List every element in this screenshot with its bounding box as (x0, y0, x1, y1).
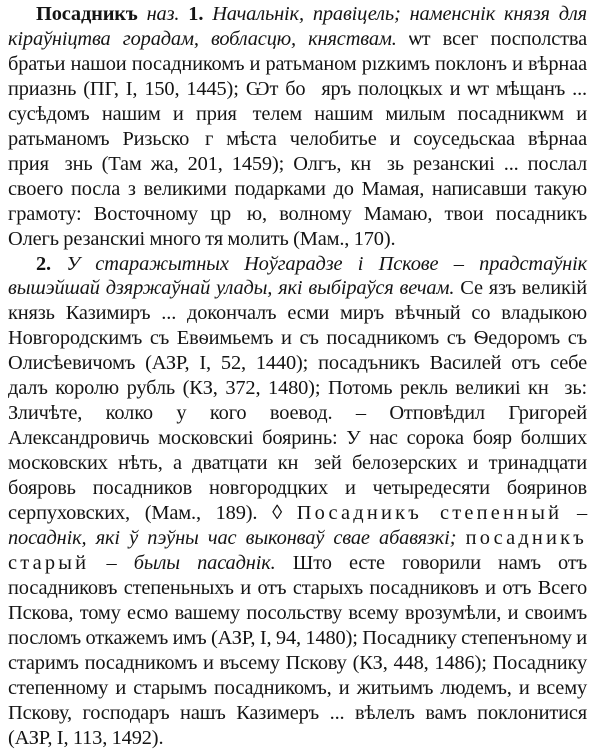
citation: (АЗР, І, 52, 1440); (145, 352, 309, 375)
quotation: Ѡт бо꙯яръ полоцкых и ѡт мѣщанъ ... сусѣдомъ нашим и прия꙯телем нашим милым посадникѡм и ратьманомъ Ризьско꙯г мѣста челобитье и соуседьскаа вѣрнаа прия꙯знь (8, 77, 588, 175)
citation: (Там жа, 201, 1459); (101, 152, 285, 175)
quotation: Посаднику степенному и старымъ посадникомъ, и житьимъ людемъ, и всему Пскову, господаръ нашъ Казимеръ ... вѣлелъ вамъ поклонитися (8, 651, 588, 724)
citation: (КЗ, 372, 1480); (182, 377, 321, 400)
phrase-headword: Посадникъ степенный (296, 502, 563, 525)
citation: (Мам., 189). (144, 502, 258, 525)
quotation: Олгъ, кн꙯зь резанскиі ... послал своего посла з великими подарками до Мамая, написавши такую грамоту: Восточному цр꙯ю, волному Мамаю, твои посадникъ Олегь резанскиі много тя молить (8, 152, 588, 250)
citation: (КЗ, 448, 1486); (352, 651, 487, 674)
citation: (Мам., 170). (293, 227, 396, 250)
part-of-speech: наз. (146, 3, 180, 25)
phrase-marker: ◊ (272, 502, 282, 525)
sense-definition: У старажытных Ноўгарадзе і Пскове – прадстаўнік вышэйшай дзяржаўнай улады, які выбіраўся вечам. (8, 252, 587, 300)
entry-sense-1 (8, 2, 587, 252)
sense-number: 2. (36, 252, 51, 275)
entry-sense-2: 2. У старажытных Ноўгарадзе і Пскове – прадстаўнік вышэйшай дзяржаўнай улады, які выбіраўся вечам. Се язъ великій князь Казимиръ ... докончалъ есми миръ вѣчный со владыкою Новгородскимъ съ Евѳимьемъ и съ посадникомъ съ Ѳедоромъ съ Олисѣевичомъ (АЗР, І, 52, 1440); посадъникъ Василей отъ себе далъ королю рубль (КЗ, 372, 1480); Потомь рекль великиі кн꙯зь: Зличѣте, колко у кого воевод. – Отповѣдил Григорей Александровичь московскиі бояринь: У нас сорока бояр болших московских нѣть, а дватцати кн꙯зей белозерских и тринадцати бояровь посадников новгородцких и четыредесяти бояринов серпуховских, (Мам., 189). ◊ Посадникъ степенный – посаднік, які ў пэўны час выконваў свае абавязкі; посадникъ старый – былы пасаднік. Што есте говорили намъ отъ посадниковъ степеньныхъ и отъ старыхъ посадниковъ и отъ Всего Пскова, тому есмо вашему посольству всему врозумѣли, и своимъ посломъ откажемъ имъ (АЗР, І, 94, 1480); Посаднику степенъному и старимъ посадникомъ и въсему Пскову (КЗ, 448, 1486); Посаднику степенному и старымъ посадникомъ, и житьимъ людемъ, и всему Пскову, господаръ нашъ Казимеръ ... вѣлелъ вамъ поклонитися (АЗР, І, 113, 1492). (8, 252, 588, 749)
quotation: Се язъ великій князь Казимиръ ... докончалъ есми миръ вѣчный со владыкою Новгородскимъ съ Евѳимьемъ и съ посадникомъ съ Ѳедоромъ съ Олисѣевичомъ (8, 277, 587, 375)
phrase-definition: посаднік, які ў пэўны час выконваў свае абавязкі; (8, 527, 457, 550)
headword: Посадникъ (36, 3, 138, 25)
quotation: Што есте говорили намъ отъ посадниковъ степеньныхъ и отъ старыхъ посадниковъ и отъ Всего Пскова, тому есмо вашему посольству всему врозумѣли, и своимъ посломъ откажемъ имъ (8, 551, 587, 649)
quotation: Потомь рекль великиі кн꙯зь: Зличѣте, колко у кого воевод. – Отповѣдил Григорей Александровичь московскиі бояринь: У нас сорока бояр болших московских нѣть, а дватцати кн꙯зей белозерских и тринадцати бояровь посадников новгородцких и четыредесяти бояринов серпуховских, (8, 377, 588, 525)
quotation: Посаднику степенъному и старимъ посадникомъ и въсему Пскову (8, 626, 588, 674)
quotation: ѡт всег посполства братьи нашои посадникомъ и ратьманом рızкимъ поклонъ и вѣрнаа приазнь (8, 27, 587, 100)
citation: (АЗР, І, 113, 1492). (8, 726, 164, 749)
sense-definition: Начальнік, правіцель; наменснік князя для кіраўніцтва горадам, вобласцю, княствам. (8, 3, 587, 50)
sense-number: 1. (188, 3, 204, 25)
phrase-headword: посадникъ старый (8, 527, 587, 574)
citation: (АЗР, І, 94, 1480); (211, 626, 358, 649)
citation: (ПГ, І, 150, 1445); (83, 77, 239, 100)
quotation: посадъникъ Василей отъ себе далъ королю рубль (8, 352, 587, 400)
phrase-definition: былы пасаднік. (133, 551, 276, 574)
